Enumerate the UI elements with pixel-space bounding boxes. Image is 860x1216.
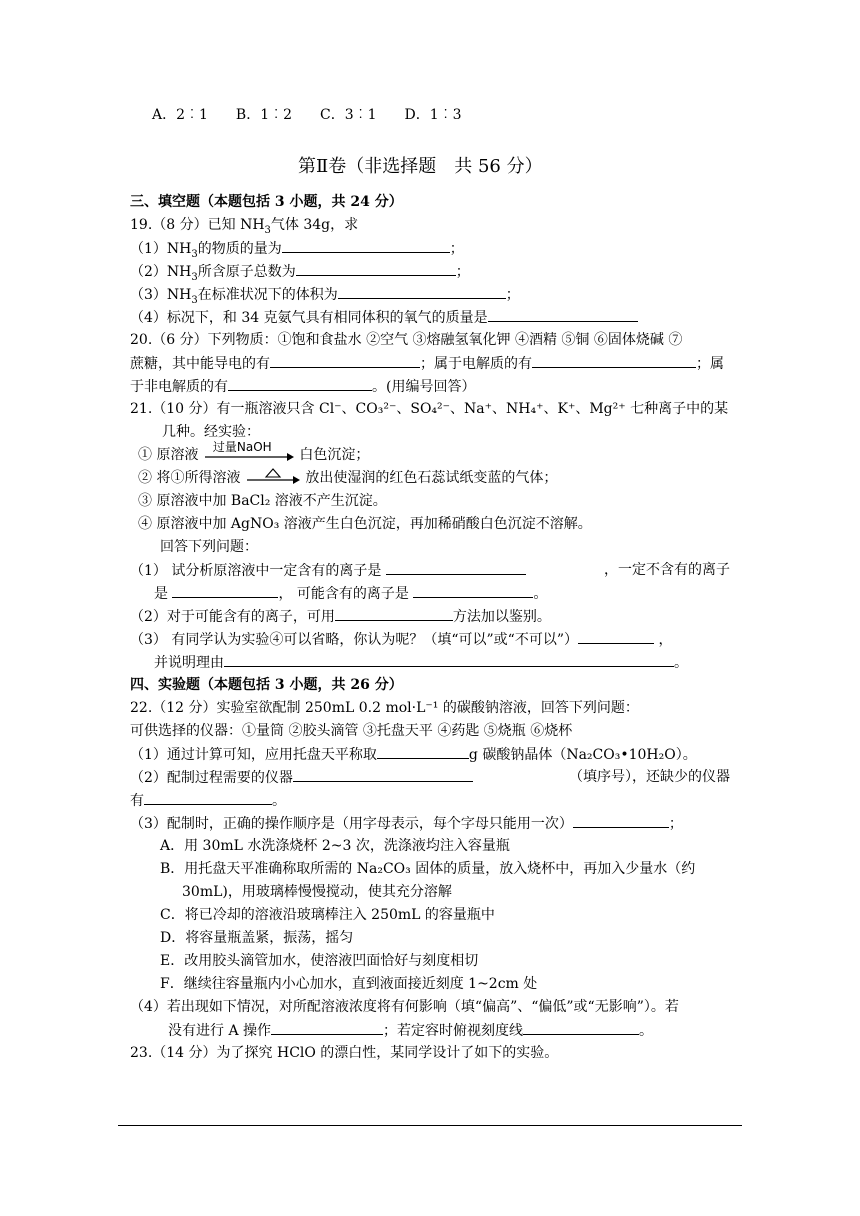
q22-line1: 22.（12 分）实验室欲配制 250mL 0.2 mol·L⁻¹ 的碳酸钠溶液，回答下列问题： — [130, 700, 639, 716]
answer-blank[interactable] — [523, 1020, 639, 1035]
q22-part4-line2: 没有进行 A 操作 ；若定容时俯视刻度线 。 — [168, 1020, 653, 1041]
q21-part3-line2: 并说明理由 。 — [154, 652, 688, 673]
q22-option-b-line2: 30mL)，用玻璃棒慢慢搅动，使其充分溶解 — [182, 884, 452, 900]
q19-part1: $(1)NH_3$的物质的量为 ； — [130, 238, 464, 259]
q22-part4-line1: （4）若出现如下情况，对所配溶液浓度将有何影响（填“偏高”、“偏低”或“无影响”）。若 — [130, 999, 679, 1015]
answer-blank[interactable] — [224, 652, 674, 667]
answer-blank[interactable] — [573, 813, 669, 828]
q21-experiment3: ③ 原溶液中加 BaCl₂ 溶液不产生沉淀。 — [138, 493, 387, 509]
q22-option-d: D．将容量瓶盖紧，振荡，摇匀 — [160, 930, 354, 946]
section-title: 第Ⅱ卷（非选择题 共 56 分） — [298, 156, 543, 177]
q22-part3: （3）配制时，正确的操作顺序是（用字母表示，每个字母只能用一次） ； — [130, 813, 683, 834]
q22-part2-line2: 有 。 — [130, 790, 286, 811]
reaction-condition-label: 过量NaOH — [212, 440, 272, 454]
reaction-arrow — [203, 440, 295, 465]
q19-part3: $(3)NH_3$在标准状况下的体积为 ； — [130, 284, 520, 305]
answer-blank[interactable] — [488, 307, 638, 322]
q22-option-e: E．改用胶头滴管加水，使溶液凹面恰好与刻度相切 — [160, 953, 479, 969]
answer-blank[interactable] — [270, 353, 420, 368]
answer-blank[interactable] — [413, 583, 533, 598]
right-arrow-icon — [203, 451, 295, 463]
previous-question-options: A．2︰1 B．1︰2 C．3︰1 D．1︰3 — [152, 107, 462, 123]
q21-part1-line2: 是 ， 可能含有的离子是 。 — [154, 583, 547, 604]
answer-blank[interactable] — [144, 790, 272, 805]
answer-blank[interactable] — [282, 238, 450, 253]
q22-instruments: 可供选择的仪器：①量筒 ②胶头滴管 ③托盘天平 ④药匙 ⑤烧瓶 ⑥烧杯 — [130, 723, 573, 739]
q19-part2: $(2)NH_3$所含原子总数为 ； — [130, 261, 470, 282]
section-four-heading: 四、实验题（本题包括 3 小题，共 26 分） — [130, 677, 403, 693]
q20-line1: 20.（6 分）下列物质：①饱和食盐水 ②空气 ③熔融氢氧化钾 ④酒精 ⑤铜 ⑥固体烧碱 ⑦ — [130, 332, 683, 348]
heat-arrow — [245, 468, 301, 488]
heating-triangle-arrow-icon — [245, 468, 301, 488]
answer-blank[interactable] — [386, 560, 526, 575]
answer-blank[interactable] — [172, 583, 278, 598]
q21-line2: 几种。经实验： — [162, 424, 260, 440]
q21-part2: （2）对于可能含有的离子，可用 方法加以鉴别。 — [130, 606, 551, 627]
q21-experiment4: ④ 原溶液中加 AgNO₃ 溶液产生白色沉淀，再加稀硝酸白色沉淀不溶解。 — [138, 516, 592, 532]
q22-part1: （1）通过计算可知，应用托盘天平称取 g 碳酸钠晶体（Na₂CO₃•10H₂O）。 — [130, 744, 697, 765]
q20-line2: 蔗糖，其中能导电的有 ；属于电解质的有 ；属 — [130, 353, 724, 374]
section-three-heading: 三、填空题（本题包括 3 小题，共 24 分） — [130, 194, 403, 210]
answer-blank[interactable] — [377, 744, 469, 759]
answer-blank[interactable] — [228, 376, 372, 391]
answer-blank[interactable] — [335, 606, 453, 621]
answer-blank[interactable] — [338, 284, 506, 299]
answer-blank[interactable] — [296, 261, 456, 276]
answer-blank[interactable] — [578, 629, 654, 644]
q22-option-b-line1: B．用托盘天平准确称取所需的 Na₂CO₃ 固体的质量，放入烧杯中，再加入少量水（约 — [160, 861, 696, 877]
q22-part2-line1: （2）配制过程需要的仪器 （填序号），还缺少的仪器 — [130, 769, 730, 786]
answer-blank[interactable] — [532, 353, 696, 368]
q21-part3-line1: （3） 有同学认为实验④可以省略，你认为呢？（填“可以”或“不可以”） ， — [130, 629, 672, 650]
q22-option-c: C．将已冷却的溶液沿玻璃棒注入 250mL 的容量瓶中 — [160, 907, 495, 923]
q20-line3: 于非电解质的有 。(用编号回答） — [130, 376, 475, 397]
q21-answer-prompt: 回答下列问题： — [160, 539, 258, 555]
answer-blank[interactable] — [293, 767, 473, 782]
q22-option-a: A．用 30mL 水洗涤烧杯 2~3 次，洗涤液均注入容量瓶 — [160, 838, 510, 854]
q21-experiment2: ② 将①所得溶液 放出使湿润的红色石蕊试纸变蓝的气体； — [138, 470, 558, 486]
q21-line1: 21.（10 分）有一瓶溶液只含 Cl⁻、CO₃²⁻、SO₄²⁻、Na⁺、NH₄⁺、K⁺、Mg²⁺ 七种离子中的某 — [130, 401, 729, 417]
q21-experiment1: ① 原溶液 过量NaOH 白色沉淀； — [138, 445, 369, 465]
q22-option-f: F．继续往容量瓶内小心加水，直到液面接近刻度 1~2cm 处 — [160, 976, 538, 992]
footer-divider — [118, 1125, 742, 1126]
q21-part1-line1: （1） 试分析原溶液中一定含有的离子是 ，一定不含有的离子 — [130, 562, 730, 579]
q23-stem: 23.（14 分）为了探究 HClO 的漂白性，某同学设计了如下的实验。 — [130, 1045, 559, 1061]
answer-blank[interactable] — [271, 1020, 383, 1035]
q19-part4: （4）标况下，和 34 克氨气具有相同体积的氧气的质量是 — [130, 307, 638, 328]
q19-stem: 19.（8 分）已知 $NH_3$气体 34g，求 — [130, 217, 359, 236]
